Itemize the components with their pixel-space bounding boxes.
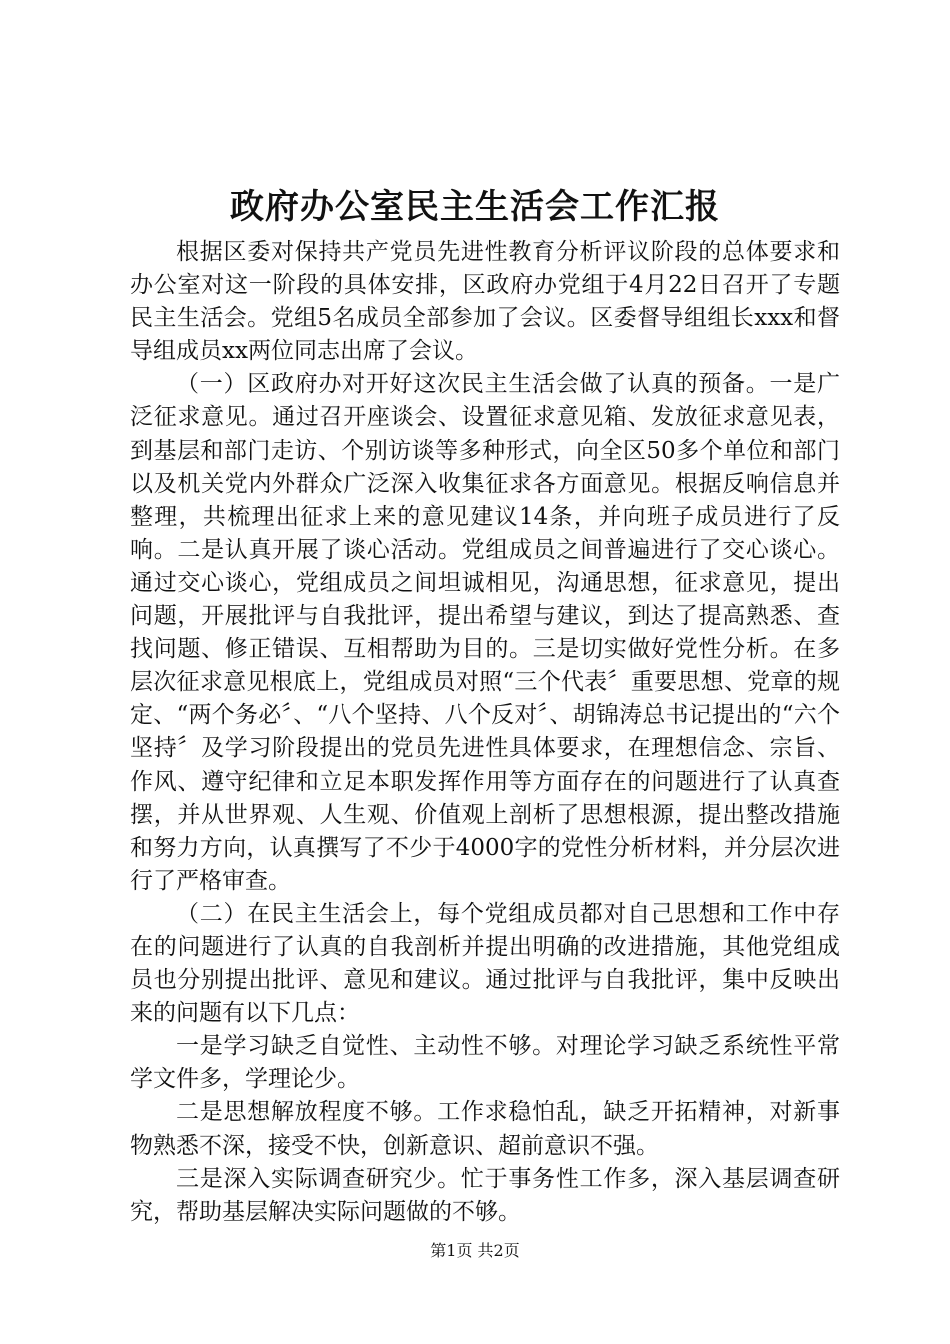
document-body (130, 236, 840, 1229)
paragraph-intro: 根据区委对保持共产党员先进性教育分析评议阶段的总体要求和办公室对这一阶段的具体安排，区政府办党组于4月22日召开了专题民主生活会。党组5名成员全部参加了会议。区委督导组组长xxx和督导组成员xx两位同志出席了会议。 (130, 239, 840, 365)
paragraph-preparation: （一）区政府办对开好这次民主生活会做了认真的预备。一是广泛征求意见。通过召开座谈会、设置征求意见箱、发放征求意见表，到基层和部门走访、个别访谈等多种形式，向全区50多个单位和部门以及机关党内外群众广泛深入收集征求各方面意见。根据反响信息并整理，共梳理出征求上来的意见建议14条，并向班子成员进行了反响。二是认真开展了谈心活动。党组成员之间普遍进行了交心谈心。通过交心谈心，党组成员之间坦诚相见，沟通思想，征求意见，提出问题，开展批评与自我批评，提出希望与建议，到达了提高熟悉、查找问题、修正错误、互相帮助为目的。三是切实做好党性分析。在多层次征求意见根底上，党组成员对照“三个代表〞重要思想、党章的规定、“两个务必〞、“八个坚持、八个反对〞、胡锦涛总书记提出的“六个坚持〞及学习阶段提出的党员先进性具体要求，在理想信念、宗旨、作风、遵守纪律和立足本职发挥作用等方面存在的问题进行了认真查摆，并从世界观、人生观、价值观上剖析了思想根源，提出整改措施和努力方向，认真撰写了不少于4000字的党性分析材料，并分层次进行了严格审查。 (130, 371, 840, 894)
page-footer: 第1页 共2页 (430, 1241, 520, 1260)
paragraph-issue-3: 三是深入实际调查研究少。忙于事务性工作多，深入基层调查研究，帮助基层解决实际问题做的不够。 (130, 1165, 840, 1225)
paragraph-issue-2: 二是思想解放程度不够。工作求稳怕乱，缺乏开拓精神，对新事物熟悉不深，接受不快，创新意识、超前意识不强。 (130, 1099, 840, 1159)
paragraph-issue-1: 一是学习缺乏自觉性、主动性不够。对理论学习缺乏系统性平常学文件多，学理论少。 (130, 1033, 840, 1093)
paragraph-meeting: （二）在民主生活会上，每个党组成员都对自己思想和工作中存在的问题进行了认真的自我剖析并提出明确的改进措施，其他党组成员也分别提出批评、意见和建议。通过批评与自我批评，集中反映出来的问题有以下几点： (130, 900, 840, 1027)
page-title: 政府办公室民主生活会工作汇报 (230, 187, 720, 227)
